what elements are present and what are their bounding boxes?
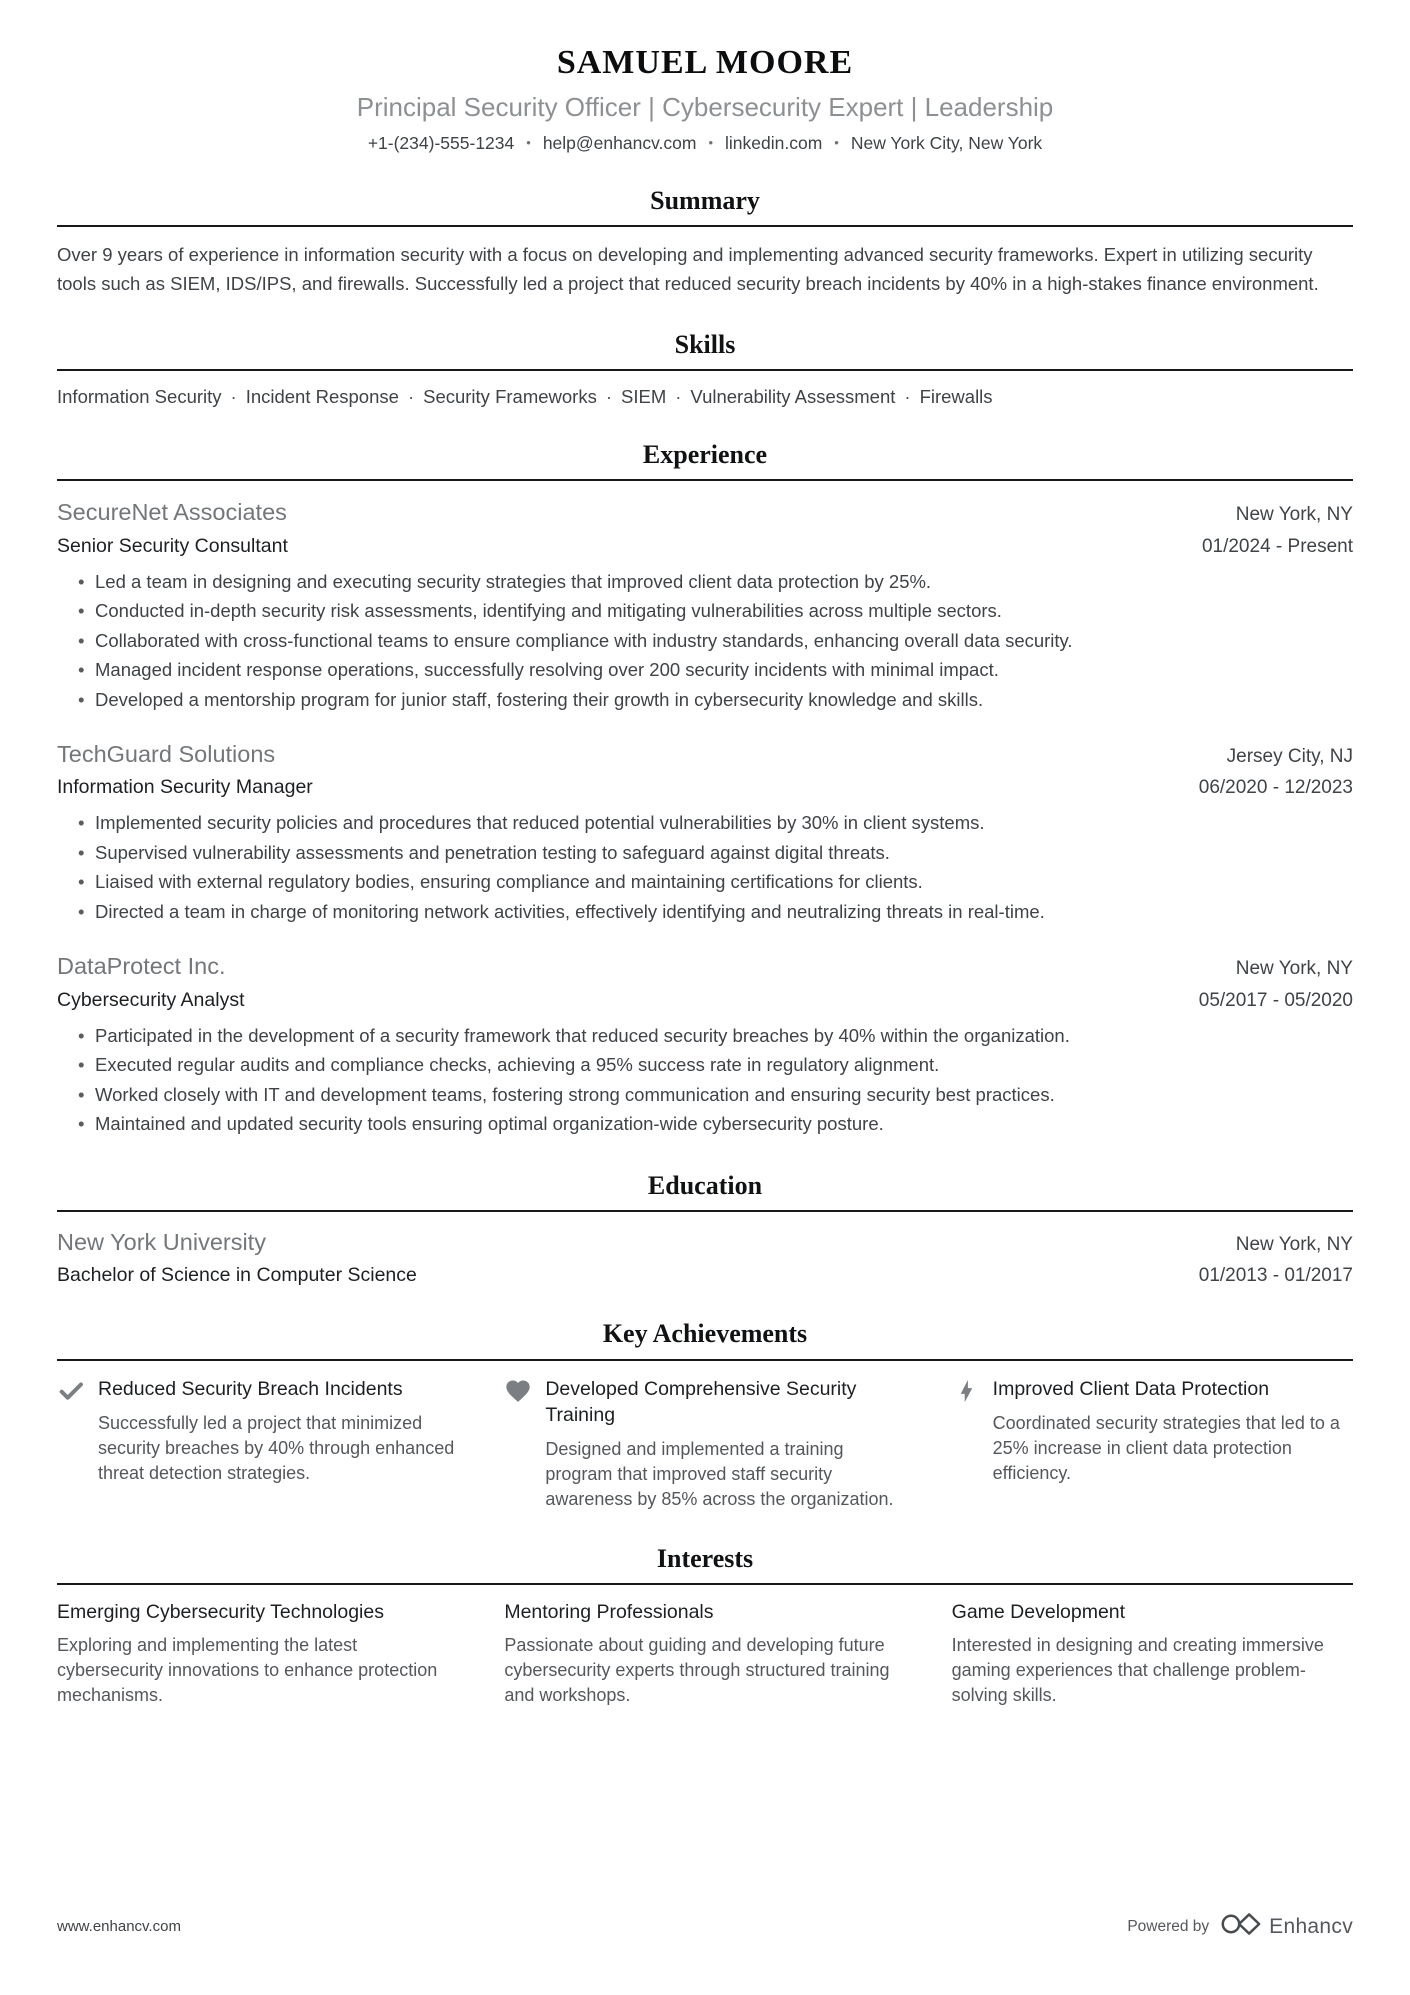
skill-item: Information Security [57,385,222,407]
job-bullet: • Managed incident response operations, successfully resolving over 200 security incidents with minimal impact. [95,655,1353,685]
company-name: SecureNet Associates [57,499,287,526]
job-bullet: • Directed a team in charge of monitoring network activities, effectively identifying and neutralizing threats in real-time. [95,897,1353,927]
interest-text: Exploring and implementing the latest cybersecurity innovations to enhance protection mechanisms. [57,1634,438,1705]
key-achievements-heading: Key Achievements [602,1319,808,1349]
interest-title: Emerging Cybersecurity Technologies [57,1600,384,1623]
school-name: New York University [57,1228,266,1255]
job-dates: 06/2020 - 12/2023 [1198,777,1353,799]
achievement-item [952,1376,1353,1512]
experience-heading: Experience [642,439,768,469]
bolt-icon [952,1376,980,1405]
contact-phone: +1-(234)-555-1234 [367,132,515,153]
section-divider [57,369,1353,371]
achievement-item [57,1376,458,1512]
section-experience [57,439,1353,1139]
job-bullet: • Conducted in-depth security risk assessments, identifying and mitigating vulnerabilities across multiple sectors. [95,596,1353,626]
job-bullet: • Participated in the development of a security framework that reduced security breaches by 40% within the organization. [95,1021,1353,1051]
job-subheader-row [57,989,1353,1012]
powered-by-label: Powered by [1127,1917,1210,1935]
skills-heading: Skills [674,329,736,359]
achievement-text: Designed and implemented a training program that improved staff security awareness by 85% across the organization. [545,1438,894,1509]
job-header-row [57,498,1353,527]
company-name: TechGuard Solutions [57,741,276,768]
job-bullets [57,808,1353,926]
skills-list [57,386,1353,408]
section-skills [57,329,1353,408]
footer-website: www.enhancv.com [57,1918,181,1935]
heart-icon [504,1376,532,1405]
candidate-name: SAMUEL MOORE [556,44,854,81]
skill-item: · Security Frameworks [399,386,597,407]
interest-text: Passionate about guiding and developing future cybersecurity experts through structured training and workshops. [504,1634,890,1705]
achievement-text: Successfully led a project that minimized security breaches by 40% through enhanced threat detection strategies. [98,1412,455,1483]
interest-title: Mentoring Professionals [504,1600,714,1623]
section-divider [57,479,1353,481]
job-header-row [57,740,1353,769]
achievement-content [98,1376,458,1486]
interests-grid [57,1599,1353,1708]
contact-email: • help@enhancv.com [514,133,696,153]
achievement-text: Coordinated security strategies that led to a 25% increase in client data protection efficiency. [992,1412,1340,1483]
enhancv-brand [1220,1911,1353,1942]
education-subheader-row [57,1264,1353,1287]
skill-item: · SIEM [597,386,666,407]
skill-item: · Firewalls [895,386,992,407]
job-dates: 05/2017 - 05/2020 [1198,989,1353,1011]
job-bullet: • Worked closely with IT and development teams, fostering strong communication and ensuring security best practices. [95,1080,1353,1110]
interest-item [504,1599,905,1708]
job-location: Jersey City, NJ [1226,746,1353,768]
section-divider [57,1210,1353,1212]
section-interests [57,1543,1353,1708]
check-icon [57,1376,85,1405]
resume-header [57,44,1353,154]
job-subheader-row [57,776,1353,799]
powered-by-block [1127,1911,1353,1942]
interests-heading: Interests [656,1543,754,1573]
job-bullets [57,1021,1353,1139]
section-divider [57,225,1353,227]
interest-title: Game Development [951,1600,1126,1623]
job-title: Information Security Manager [57,776,313,799]
job-dates: 01/2024 - Present [1201,535,1353,557]
skill-item: · Incident Response [222,386,399,407]
degree-name: Bachelor of Science in Computer Science [57,1264,417,1287]
section-key-achievements [57,1318,1353,1511]
education-entry [57,1228,1353,1287]
section-divider [57,1583,1353,1585]
job-bullet: • Liaised with external regulatory bodies, ensuring compliance and maintaining certifications for clients. [95,867,1353,897]
achievement-title: Reduced Security Breach Incidents [98,1377,403,1400]
page-footer [57,1911,1353,1942]
education-header-row [57,1228,1353,1257]
job-bullet: • Implemented security policies and procedures that reduced potential vulnerabilities by 30% in client systems. [95,808,1353,838]
job-bullet: • Led a team in designing and executing security strategies that improved client data protection by 25%. [95,567,1353,597]
education-heading: Education [647,1170,763,1200]
job-bullet: • Supervised vulnerability assessments and penetration testing to safeguard against digital threats. [95,838,1353,868]
summary-text: Over 9 years of experience in information security with a focus on developing and implementing advanced security frameworks. Expert in utilizing security tools such as SIEM, IDS/IPS, and firewalls. Successfully led a project that reduced security breach incidents by 40% in a high-stakes finance environment. [57,243,1319,294]
job-location: New York, NY [1235,958,1353,980]
job-title: Cybersecurity Analyst [57,988,245,1011]
job-location: New York, NY [1235,504,1353,526]
job-bullets [57,567,1353,715]
achievement-content [545,1376,905,1512]
education-dates: 01/2013 - 01/2017 [1198,1265,1353,1287]
contact-linkedin: • linkedin.com [696,133,822,153]
experience-entry [57,740,1353,926]
key-achievements-grid [57,1376,1353,1512]
achievement-item [504,1376,905,1512]
section-education [57,1170,1353,1288]
school-location: New York, NY [1235,1233,1353,1255]
enhancv-brand-name: Enhancv [1269,1914,1353,1938]
enhancv-logo-icon [1220,1911,1262,1942]
job-bullet: • Maintained and updated security tools ensuring optimal organization-wide cybersecurity posture. [95,1109,1353,1139]
experience-entry [57,498,1353,714]
candidate-title: Principal Security Officer | Cybersecurity Expert | Leadership [356,92,1054,123]
section-divider [57,1359,1353,1361]
job-subheader-row [57,535,1353,558]
job-bullet: • Collaborated with cross-functional teams to ensure compliance with industry standards, enhancing overall data security. [95,626,1353,656]
job-header-row [57,952,1353,981]
job-bullet: • Developed a mentorship program for junior staff, fostering their growth in cybersecurity knowledge and skills. [95,685,1353,715]
achievement-title: Improved Client Data Protection [992,1377,1270,1400]
job-title: Senior Security Consultant [57,534,288,557]
skill-item: · Vulnerability Assessment [666,386,895,407]
job-bullet: • Executed regular audits and compliance checks, achieving a 95% success rate in regulatory alignment. [95,1050,1353,1080]
contact-location: • New York City, New York [822,133,1042,153]
achievement-content [993,1376,1353,1486]
contact-line [57,133,1353,154]
interest-item [57,1599,458,1708]
summary-heading: Summary [650,185,760,215]
achievement-title: Developed Comprehensive Security Training [545,1377,857,1426]
interest-item [952,1599,1353,1708]
interest-text: Interested in designing and creating immersive gaming experiences that challenge problem-solving skills. [951,1634,1324,1705]
company-name: DataProtect Inc. [57,953,226,980]
experience-entry [57,952,1353,1138]
section-summary [57,185,1353,298]
